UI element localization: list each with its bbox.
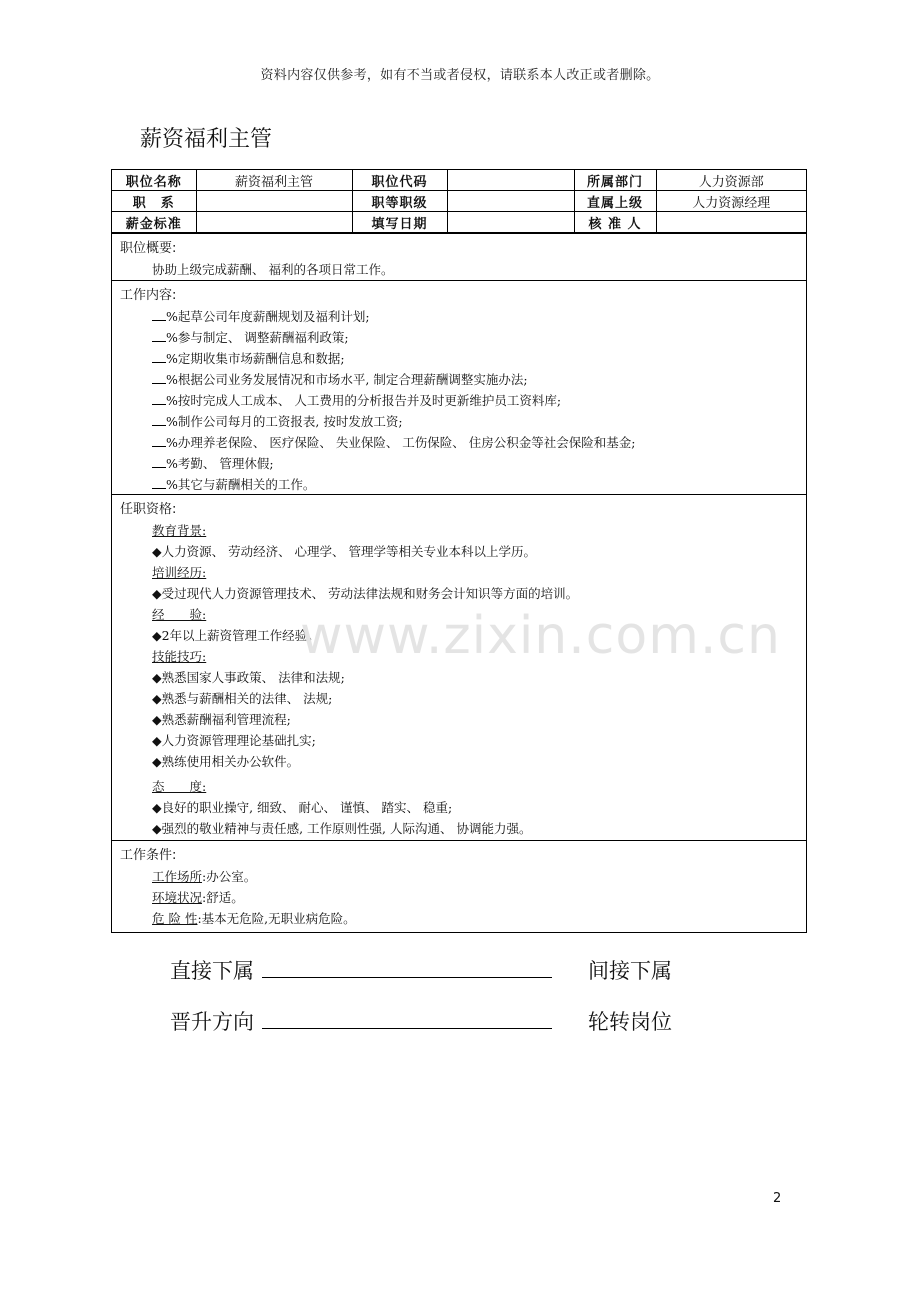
list-item: ◆熟悉与薪酬相关的法律、 法规;: [152, 691, 333, 706]
section-title: 职位概要:: [120, 241, 177, 256]
work-risk: 危 险 性:基本无危险,无职业病危险。: [152, 911, 356, 926]
indirect-subordinate-label: 间接下属: [588, 959, 672, 983]
value-salary-standard: [196, 212, 352, 233]
value-position-code: [447, 170, 574, 191]
section-title: 工作内容:: [120, 288, 177, 303]
training-text: ◆受过现代人力资源管理技术、 劳动法律法规和财务会计知识等方面的培训。: [152, 586, 579, 601]
list-item: ◆良好的职业操守, 细致、 耐心、 谨慎、 踏实、 稳重;: [152, 800, 453, 815]
attitude-label: 态 度:: [152, 779, 207, 794]
qualifications-section: [112, 494, 806, 840]
table-row: [112, 212, 806, 233]
promotion-blank: [262, 1006, 552, 1029]
education-text: ◆人力资源、 劳动经济、 心理学、 管理学等相关专业本科以上学历。: [152, 544, 537, 559]
direct-subordinate-blank: [262, 955, 552, 978]
table-row: [112, 170, 806, 191]
value-job-grade: [447, 191, 574, 212]
experience-label: 经 验:: [152, 607, 207, 622]
list-item: %根据公司业务发展情况和市场水平, 制定合理薪酬调整实施办法;: [120, 369, 806, 390]
direct-subordinate-label: 直接下属: [170, 959, 254, 983]
label-job-series: 职 系: [112, 191, 196, 212]
list-item: ◆熟练使用相关办公软件。: [152, 754, 300, 769]
value-direct-superior: 人力资源经理: [656, 191, 806, 212]
duties-section: [112, 280, 806, 494]
list-item: %起草公司年度薪酬规划及福利计划;: [120, 306, 806, 327]
disclaimer-note: 资料内容仅供参考，如有不当或者侵权，请联系本人改正或者删除。: [260, 68, 660, 83]
position-info-table: [112, 170, 806, 233]
label-fill-date: 填写日期: [352, 212, 447, 233]
list-item: %参与制定、 调整薪酬福利政策;: [120, 327, 806, 348]
rotation-label: 轮转岗位: [588, 1010, 672, 1034]
skills-label: 技能技巧:: [152, 649, 207, 664]
list-item: ◆人力资源管理理论基础扎实;: [152, 733, 316, 748]
value-job-series: [196, 191, 352, 212]
job-description-form: [111, 169, 807, 933]
value-approver: [656, 212, 806, 233]
list-item: %制作公司每月的工资报表, 按时发放工资;: [120, 411, 806, 432]
watermark: www.zixin.com.cn: [300, 606, 781, 666]
value-department: 人力资源部: [656, 170, 806, 191]
label-salary-standard: 薪金标准: [112, 212, 196, 233]
section-title: 任职资格:: [120, 502, 177, 517]
label-approver: 核 准 人: [574, 212, 656, 233]
list-item: %其它与薪酬相关的工作。: [120, 474, 806, 495]
experience-text: ◆2年以上薪资管理工作经验。: [152, 628, 320, 643]
list-item: ◆熟悉国家人事政策、 法律和法规;: [152, 670, 345, 685]
promotion-label: 晋升方向: [170, 1010, 254, 1034]
label-position-name: 职位名称: [112, 170, 196, 191]
section-title: 工作条件:: [120, 848, 177, 863]
list-item: ◆强烈的敬业精神与责任感, 工作原则性强, 人际沟通、 协调能力强。: [152, 821, 532, 836]
table-row: [112, 191, 806, 212]
list-item: %定期收集市场薪酬信息和数据;: [120, 348, 806, 369]
education-label: 教育背景:: [152, 523, 207, 538]
list-item: %按时完成人工成本、 人工费用的分析报告并及时更新维护员工资料库;: [120, 390, 806, 411]
label-position-code: 职位代码: [352, 170, 447, 191]
work-place: 工作场所:办公室。: [152, 869, 257, 884]
overview-section: [112, 233, 806, 280]
work-environment: 环境状况:舒适。: [152, 890, 244, 905]
label-job-grade: 职等职级: [352, 191, 447, 212]
page-number: 2: [773, 1191, 782, 1206]
list-item: ◆熟悉薪酬福利管理流程;: [152, 712, 291, 727]
value-fill-date: [447, 212, 574, 233]
document-title: 薪资福利主管: [140, 127, 273, 152]
label-direct-superior: 直属上级: [574, 191, 656, 212]
label-department: 所属部门: [574, 170, 656, 191]
list-item: %办理养老保险、 医疗保险、 失业保险、 工伤保险、 住房公积金等社会保险和基金;: [120, 432, 806, 453]
training-label: 培训经历:: [152, 565, 207, 580]
overview-text: 协助上级完成薪酬、 福利的各项日常工作。: [152, 262, 394, 277]
list-item: %考勤、 管理休假;: [120, 453, 806, 474]
value-position-name: 薪资福利主管: [196, 170, 352, 191]
conditions-section: [112, 840, 806, 931]
